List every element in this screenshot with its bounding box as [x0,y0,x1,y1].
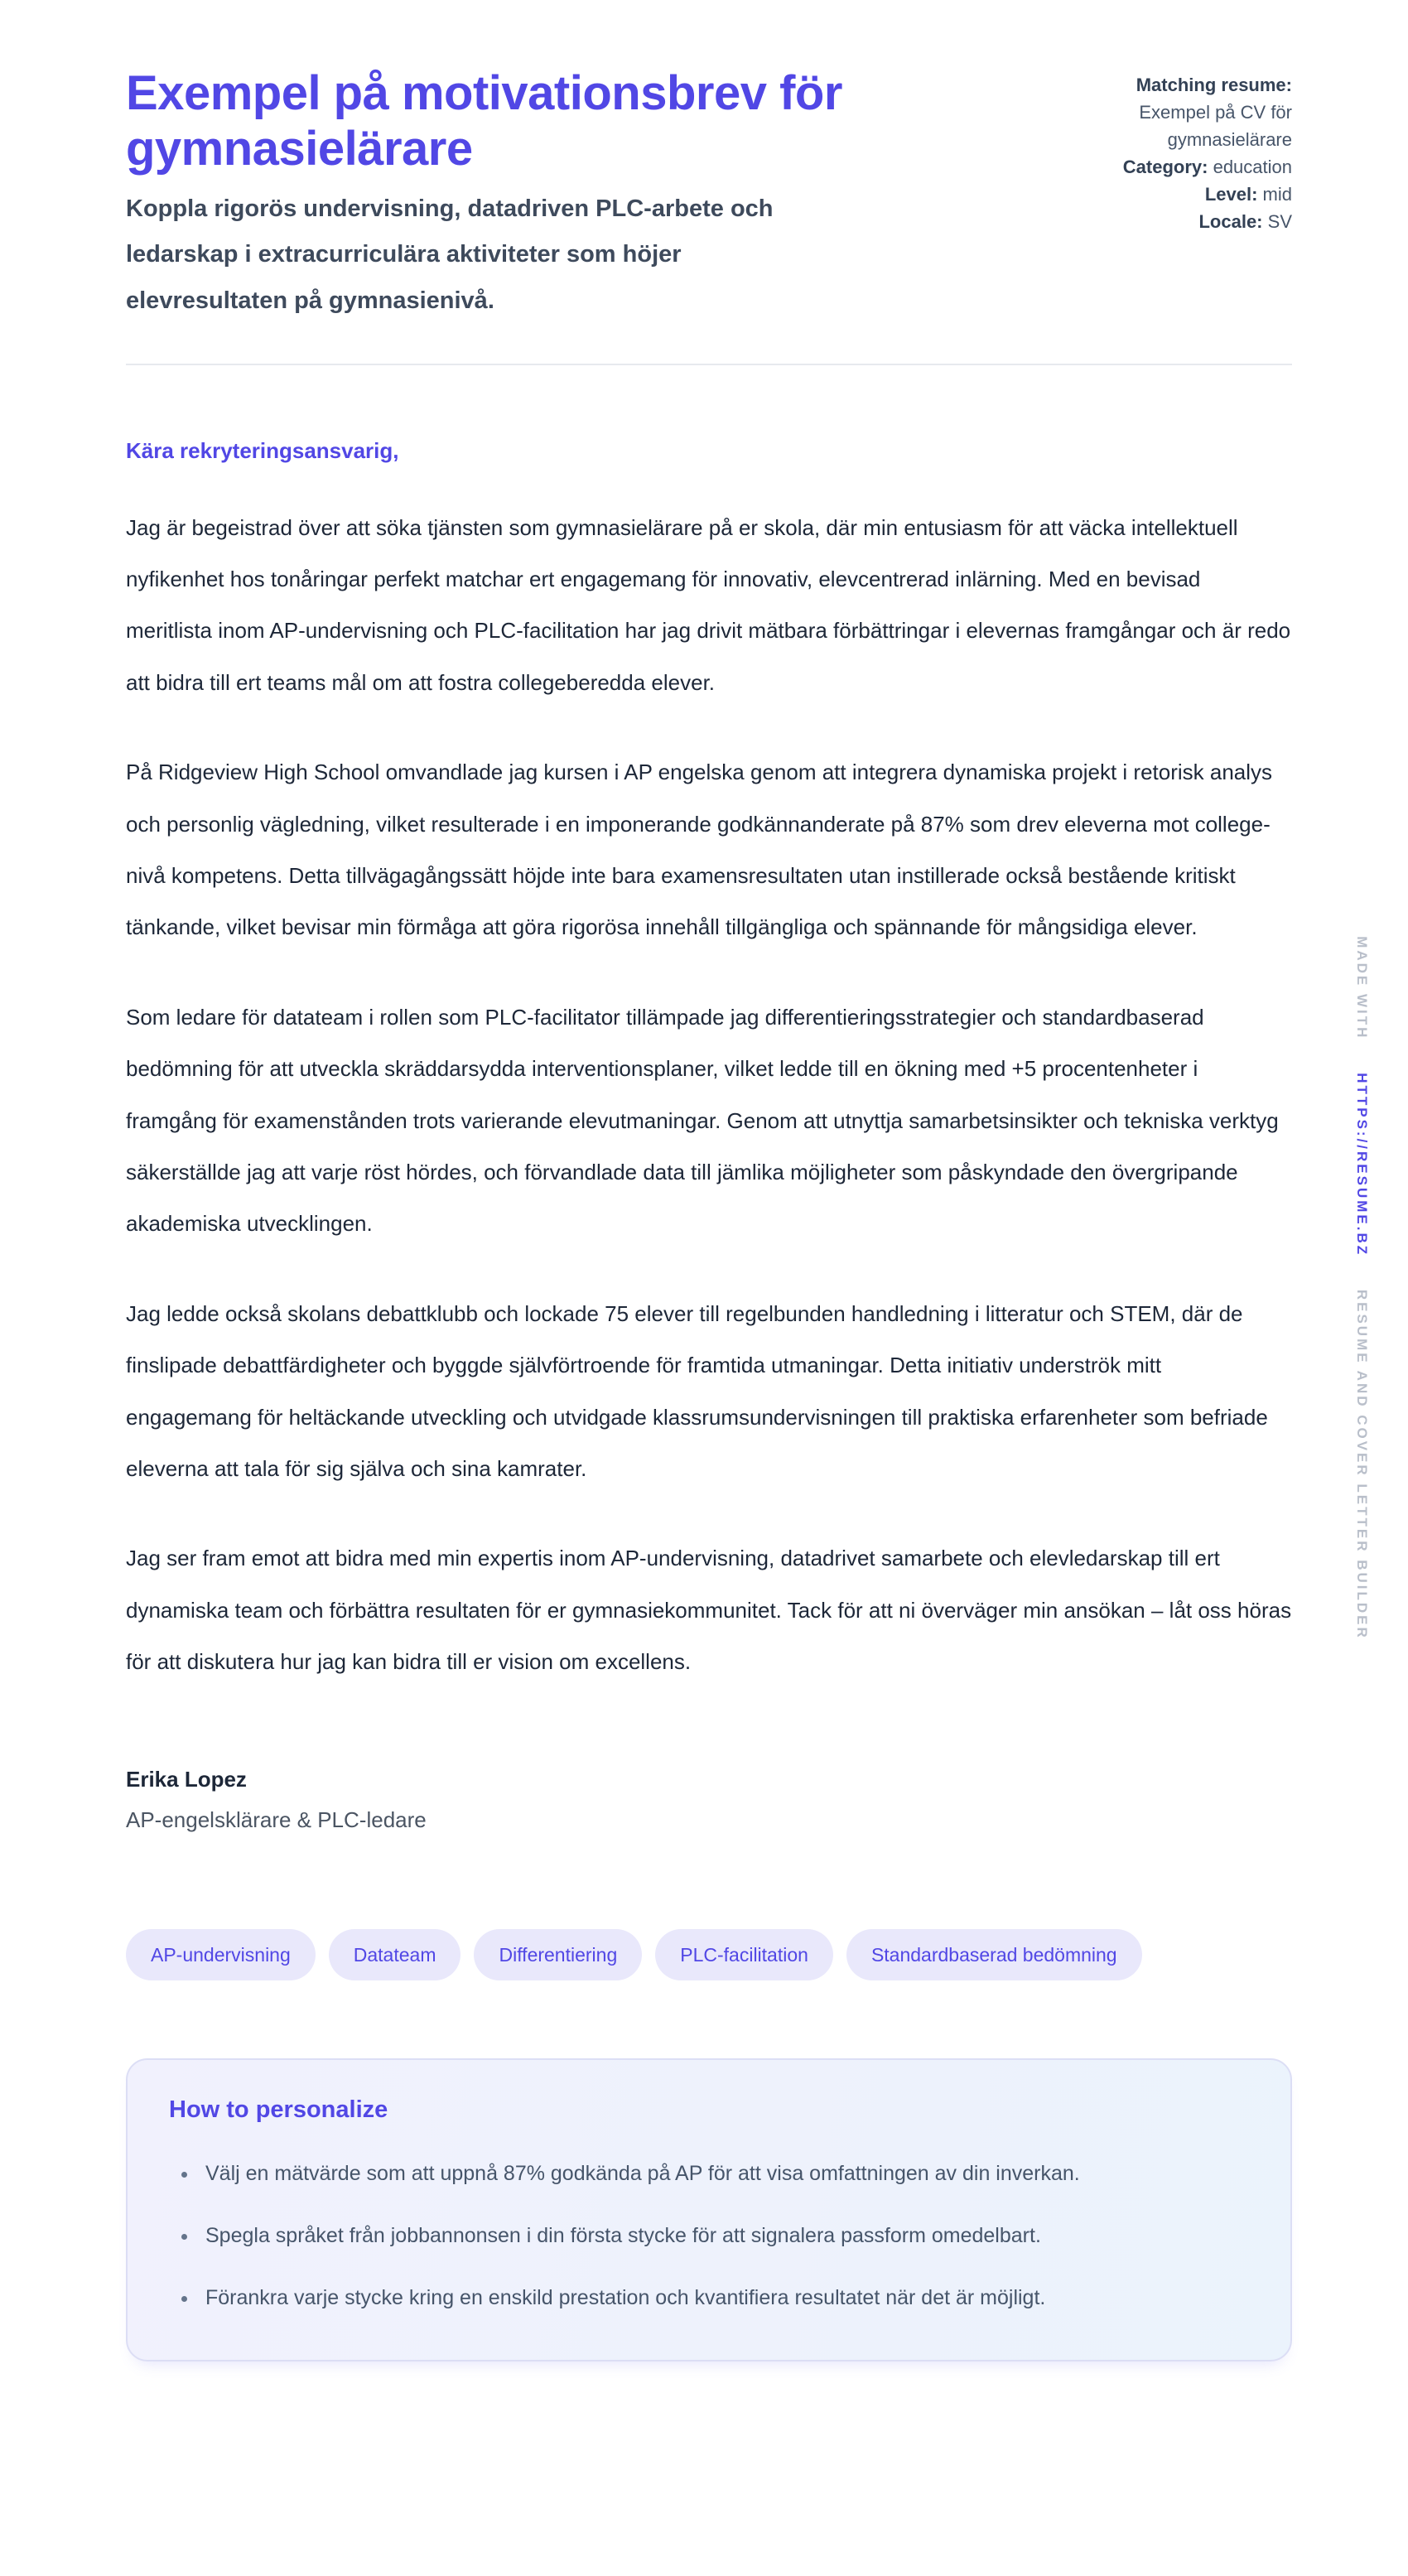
skill-tag: AP-undervisning [126,1929,316,1980]
page-title: Exempel på motivationsbrev för gymnasielärare [126,66,842,176]
meta-matching-resume [1083,71,1292,153]
letter-greeting: Kära rekryteringsansvarig, [126,437,399,463]
signature-title: AP-engelsklärare & PLC-ledare [126,1807,427,1833]
letter-paragraph: På Ridgeview High School omvandlade jag kursen i AP engelska genom att integrera dynamiska projekt i retorisk analys och personlig vägledning, vilket resulterade i en imponerande godkännanderate på 87% som drev eleverna mot college-nivå kompetens. Detta tillvägagångssätt höjde inte bara examensresultaten utan instillerade också bestående kritiskt tänkande, vilket bevisar min förmåga att göra rigorösa innehåll tillgängliga och spännande för mångsidiga elever. [126,760,1273,940]
cover-letter-body [126,438,1292,1834]
title-block [126,66,971,324]
page-content [126,0,1292,2361]
meta-level-value: mid [1262,184,1292,205]
watermark-link[interactable]: HTTPS://RESUME.BZ [1354,1073,1370,1257]
personalize-bullet: • Välj en mätvärde som att uppnå 87% godkända på AP för att visa omfattningen av din inverkan. [199,2154,1249,2194]
meta-locale [1083,208,1292,235]
personalize-box-title: How to personalize [169,2096,388,2124]
personalize-list [169,2154,1249,2318]
skill-tag: Standardbaserad bedömning [846,1929,1142,1980]
watermark-sidebar [1353,936,1370,1640]
letter-paragraph: Som ledare för datateam i rollen som PLC-facilitator tillämpade jag differentieringsstrategier och standardbaserad bedömning för att utveckla skräddarsydda interventionsplaner, vilket ledde till en ökning med +5 procentenheter i framgång för examenstånden trots varierande elevutmaningar. Genom att utnyttja samarbetsinsikter och tekniska verktyg säkerställde jag att varje röst hördes, och förvandlade data till jämlika möjligheter som påskyndade den övergripande akademiska utvecklingen. [126,1004,1279,1237]
skill-tag: PLC-facilitation [655,1929,833,1980]
meta-matching-resume-label: Matching resume: [1136,75,1292,95]
personalize-bullet: • Förankra varje stycke kring en enskild prestation och kvantifiera resultatet när det är möjligt. [199,2278,1249,2318]
meta-locale-label: Locale: [1198,211,1263,232]
meta-category [1083,153,1292,181]
letter-paragraph: Jag är begeistrad över att söka tjänsten som gymnasielärare på er skola, där min entusiasm för att väcka intellektuell nyfikenhet hos tonåringar perfekt matchar ert engagemang för innovativ, elevcentrerad inlärning. Med en bevisad meritlista inom AP-undervisning och PLC-facilitation har jag drivit mätbara förbättringar i elevernas framgångar och är redo att bidra till ert teams mål om att fostra collegeberedda elever. [126,514,1291,695]
letter-paragraph: Jag ledde också skolans debattklubb och lockade 75 elever till regelbunden handledning i litteratur och STEM, där de finslipade debattfärdigheter och byggde självförtroende för framtida utmaningar. Detta initiativ underströk mitt engagemang för heltäckande utveckling och utvidgade klassrumsundervisningen till praktiska erfarenheter som befriade eleverna att tala för sig själva och sina kamrater. [126,1300,1268,1481]
meta-matching-resume-value: Exempel på CV för gymnasielärare [1139,102,1292,150]
meta-level-label: Level: [1204,184,1258,205]
personalize-bullet: • Spegla språket från jobbannonsen i din första stycke för att signalera passform omedelbart. [199,2216,1249,2256]
watermark-suffix: RESUME AND COVER LETTER BUILDER [1354,1289,1370,1640]
letter-paragraph: Jag ser fram emot att bidra med min expertis inom AP-undervisning, datadrivet samarbete och elevledarskap till ert dynamiska team och förbättra resultaten för er gymnasiekommunitet. Tack för att ni överväger min ansökan – låt oss höras för att diskutera hur jag kan bidra till er vision om excellens. [126,1546,1292,1675]
meta-category-label: Category: [1122,157,1208,177]
meta-panel [1083,66,1292,235]
watermark-prefix: MADE WITH [1354,936,1370,1040]
meta-level [1083,181,1292,208]
skill-tags [126,1929,1292,1980]
signature-name: Erika Lopez [126,1767,247,1792]
meta-locale-value: SV [1267,211,1292,232]
skill-tag: Datateam [329,1929,461,1980]
skill-tag: Differentiering [474,1929,642,1980]
personalize-box [126,2058,1292,2361]
page-header [126,66,1292,324]
page-subtitle: Koppla rigorös undervisning, datadriven PLC-arbete och ledarskap i extracurriculära aktiviteter som höjer elevresultaten på gymnasienivå. [126,195,774,314]
header-divider [126,364,1292,365]
meta-category-value: education [1213,157,1292,177]
